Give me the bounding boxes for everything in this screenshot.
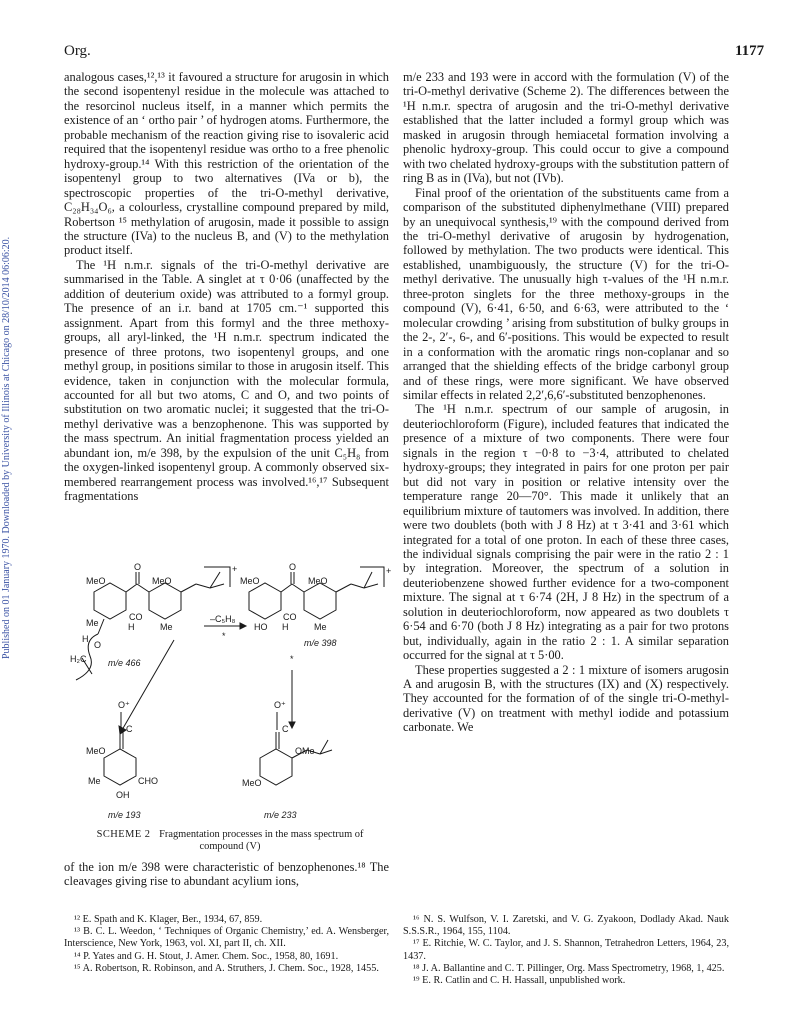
- scheme-label: +: [386, 566, 392, 576]
- scheme-label: H: [82, 634, 89, 644]
- paragraph: Final proof of the orientation of the substituents came from a comparison of the substituted diphenylmethane (VIII) prepared by an unequivocal synthesis,¹⁹ with the compound derived from the tri-O-methyl derivative of arugosin by hydrogenation, followed by methylation. The two products were identical. This established, unambiguously, the structure (V) for the tri-O-methyl derivative. The unusually high τ-values of the ¹H n.m.r. three-proton singlets for the three methoxy-groups in the compound (V), 6·41, 6·50, and 6·63, were attributed to the ‘ molecular crowding ’ arising from substitution of bulky groups in the 2-, 2′-, 6-, and 6′-positions. This would be expected to result in a conformation with the aromatic rings non-coplanar and so arranged that the shielding effects of the bridge carbonyl group and of these rings, were more significant. We have observed similar effects in related 2,2′,6,6′-substituted benzophenones.: [403, 185, 729, 402]
- scheme-label: C: [126, 724, 133, 734]
- scheme-caption-prefix: SCHEME 2: [96, 829, 151, 840]
- benzene-ring: [260, 749, 292, 785]
- benzene-ring: [94, 583, 126, 619]
- scheme-label: HO: [254, 622, 268, 632]
- scheme-label: Me: [86, 618, 99, 628]
- scheme-label: MeO: [308, 576, 328, 586]
- mass-label: m/e 466: [108, 658, 141, 668]
- paragraph: The ¹H n.m.r. spectrum of our sample of arugosin, in deuteriochloroform (Figure), included features that indicated the presence of a mixture of two components. There were four signals in the region τ −0·8 to −3·4, attributed to chelated hydroxy-groups; they integrated in pairs for one proton per pair but did not vary in position or relative intensity over the temperature range 20—70°. This made it unlikely that an equilibrium mixture of tautomers was involved. In addition, there were two doublets (both with J 8 Hz) at τ 3·41 and 3·61 which integrated for a total of one proton. In each of these three cases, the individual signals comprising the pair were in the ratio 2 : 1 by integration. Moreover, the spectrum of a solution in deuteriobenzene showed further evidence for a two-component mixture. The signal at τ 6·74 (2H, J 8 Hz) in the spectrum of a solution in deuteriochloroform, now appeared as two doublets τ 6·54 and 6·70 (both J 8 Hz) integrating as a pair for two protons but, individually, again in the ratio 2 : 1. A similar separation occurred for the signal at τ 5·00.: [403, 402, 729, 663]
- scheme-label: O: [289, 562, 297, 572]
- scheme-caption: [80, 829, 380, 853]
- footnote: ¹² E. Spath and K. Klager, Ber., 1934, 67, 859.: [74, 914, 263, 925]
- scheme-label: –C₅H₈: [210, 614, 236, 624]
- paragraph: The ¹H n.m.r. signals of the tri-O-methyl derivative are summarised in the Table. A singlet at τ 0·06 (unaffected by the addition of deuterium oxide) was attributed to a formyl group. The presence of an i.r. band at 1705 cm.⁻¹ supported this assignment. Apart from this formyl and the three methoxy-groups, all aryl-linked, the ¹H n.m.r. spectrum indicated the presence of three protons, two isopentenyl groups, and one methyl group, in positions similar to those in arugosin itself. This evidence, taken in conjunction with the molecular formula, accounted for all but two atoms, C and O, and two points of substitution on two aromatic nuclei; it suggested that the tri-O-methyl derivative was a benzophenone. This was supported by the mass spectrum. An initial fragmentation process yielded an abundant ion, m/e 398, by the expulsion of the unit C₅H₈ from the oxygen-linked isopentenyl group. A commonly observed six-membered rearrangement process was involved.¹⁶,¹⁷ Subsequent fragmentations: [64, 257, 389, 504]
- scheme-label: MeO: [240, 576, 260, 586]
- footnote: ¹⁹ E. R. Catlin and C. H. Hassall, unpublished work.: [413, 975, 626, 987]
- scheme-label: O: [94, 640, 102, 650]
- scheme-label: Me: [160, 622, 173, 632]
- scheme-label: O: [134, 562, 142, 572]
- paragraph: m/e 233 and 193 were in accord with the formulation (V) of the tri-O-methyl derivative (Scheme 2). The differences between the ¹H n.m.r. spectra of arugosin and the tri-O-methyl derivative established that the latter included a formyl group which was masked in arugosin through hemiacetal formation involving a phenolic hydroxy-group. This could occur to give a compound with two chelated hydroxy-groups with the substitution pattern of ring B as in (IVa), but not (IVb).: [403, 70, 729, 186]
- benzene-ring: [304, 583, 336, 619]
- scheme-label: H: [128, 622, 135, 632]
- scheme-label: CO: [283, 612, 297, 622]
- right-column-body: [403, 70, 729, 735]
- scheme-label: +: [232, 564, 238, 574]
- footnote: ¹³ B. C. L. Weedon, ‘ Techniques of Organic Chemistry,’ ed. A. Wensberger, Interscience, New York, 1963, vol. XI, part II, ch. XII.: [64, 926, 389, 950]
- footnote: ¹⁸ J. A. Ballantine and C. T. Pillinger, Org. Mass Spectrometry, 1968, 1, 425.: [413, 962, 725, 974]
- scheme-label: *: [222, 631, 226, 641]
- footnote: ¹⁶ N. S. Wulfson, V. I. Zaretski, and V. G. Zyakoon, Dodlady Akad. Nauk S.S.S.R., 1964, 155, 1104.: [403, 914, 729, 938]
- scheme-caption-text: Fragmentation processes in the mass spectrum of compound (V): [159, 829, 364, 852]
- left-column-continuation: [64, 860, 389, 889]
- scheme-label: MeO: [86, 576, 106, 586]
- benzene-ring: [249, 583, 281, 619]
- scheme-label: CO: [129, 612, 143, 622]
- scheme-label: Me: [88, 776, 101, 786]
- footnotes-left: [64, 914, 389, 975]
- scheme-label: CHO: [138, 776, 158, 786]
- left-column-body: [64, 70, 389, 504]
- mass-label: m/e 398: [304, 638, 337, 648]
- footnote: ¹⁷ E. Ritchie, W. C. Taylor, and J. S. Shannon, Tetrahedron Letters, 1964, 23, 1437.: [403, 938, 729, 962]
- mass-label: m/e 193: [108, 810, 141, 820]
- paragraph: analogous cases,¹²,¹³ it favoured a structure for arugosin in which the second isopentenyl residue in the molecule was attached to the resorcinol nucleus itself, in a manner which permits the existence of an ‘ ortho pair ’ of hydrogen atoms. Furthermore, the probable mechanism of the reaction giving rise to isovaleric acid required that the isopentenyl residue was ortho to a free phenolic hydroxy-group.¹⁴ With this restriction of the orientation of the isopentenyl group to two alternatives (IVa or b), the spectroscopic properties of the tri-O-methyl derivative, C₂₈H₃₄O₆, a colourless, crystalline compound prepared by mild, Robertson ¹⁵ methylation of arugosin, made it possible to assign the structure (IVa) to the nucleus B, and (V) to the methylation product itself.: [64, 70, 389, 258]
- paragraph: These properties suggested a 2 : 1 mixture of isomers arugosin A and arugosin B, with the structures (IX) and (X) respectively. They accounted for the formation of of the single tri-O-methyl-derivative (V) on treatment with methyl iodide and potassium carbonate. We: [403, 662, 729, 735]
- scheme-label: MeO: [152, 576, 172, 586]
- benzene-ring: [149, 583, 181, 619]
- scheme-label: MeO: [242, 778, 262, 788]
- footnote: ¹⁵ A. Robertson, R. Robinson, and A. Struthers, J. Chem. Soc., 1928, 1455.: [74, 962, 379, 974]
- scheme-label: *: [290, 654, 294, 664]
- download-watermark: Published on 01 January 1970. Downloaded by University of Illinois at Chicago on 28/10/2014 06:06:20.: [1, 236, 12, 659]
- footnote: ¹⁴ P. Yates and G. H. Stout, J. Amer. Chem. Soc., 1958, 80, 1691.: [74, 950, 339, 962]
- journal-name: Org.: [64, 43, 91, 59]
- scheme-label: H: [282, 622, 289, 632]
- mass-label: m/e 233: [264, 810, 297, 820]
- scheme-label: C: [282, 724, 289, 734]
- scheme-label: H₂C: [70, 654, 87, 664]
- benzene-ring: [104, 749, 136, 785]
- scheme-label: Me: [314, 622, 327, 632]
- scheme-label: OMe: [295, 746, 315, 756]
- scheme-2-figure: [64, 562, 392, 824]
- paragraph: of the ion m/e 398 were characteristic of benzophenones.¹⁸ The cleavages giving rise to abundant acylium ions,: [64, 860, 389, 889]
- scheme-label: O⁺: [118, 700, 130, 710]
- page-number: 1177: [735, 43, 765, 59]
- footnotes-right: [403, 914, 729, 987]
- scheme-label: O⁺: [274, 700, 286, 710]
- scheme-label: OH: [116, 790, 130, 800]
- scheme-label: MeO: [86, 746, 106, 756]
